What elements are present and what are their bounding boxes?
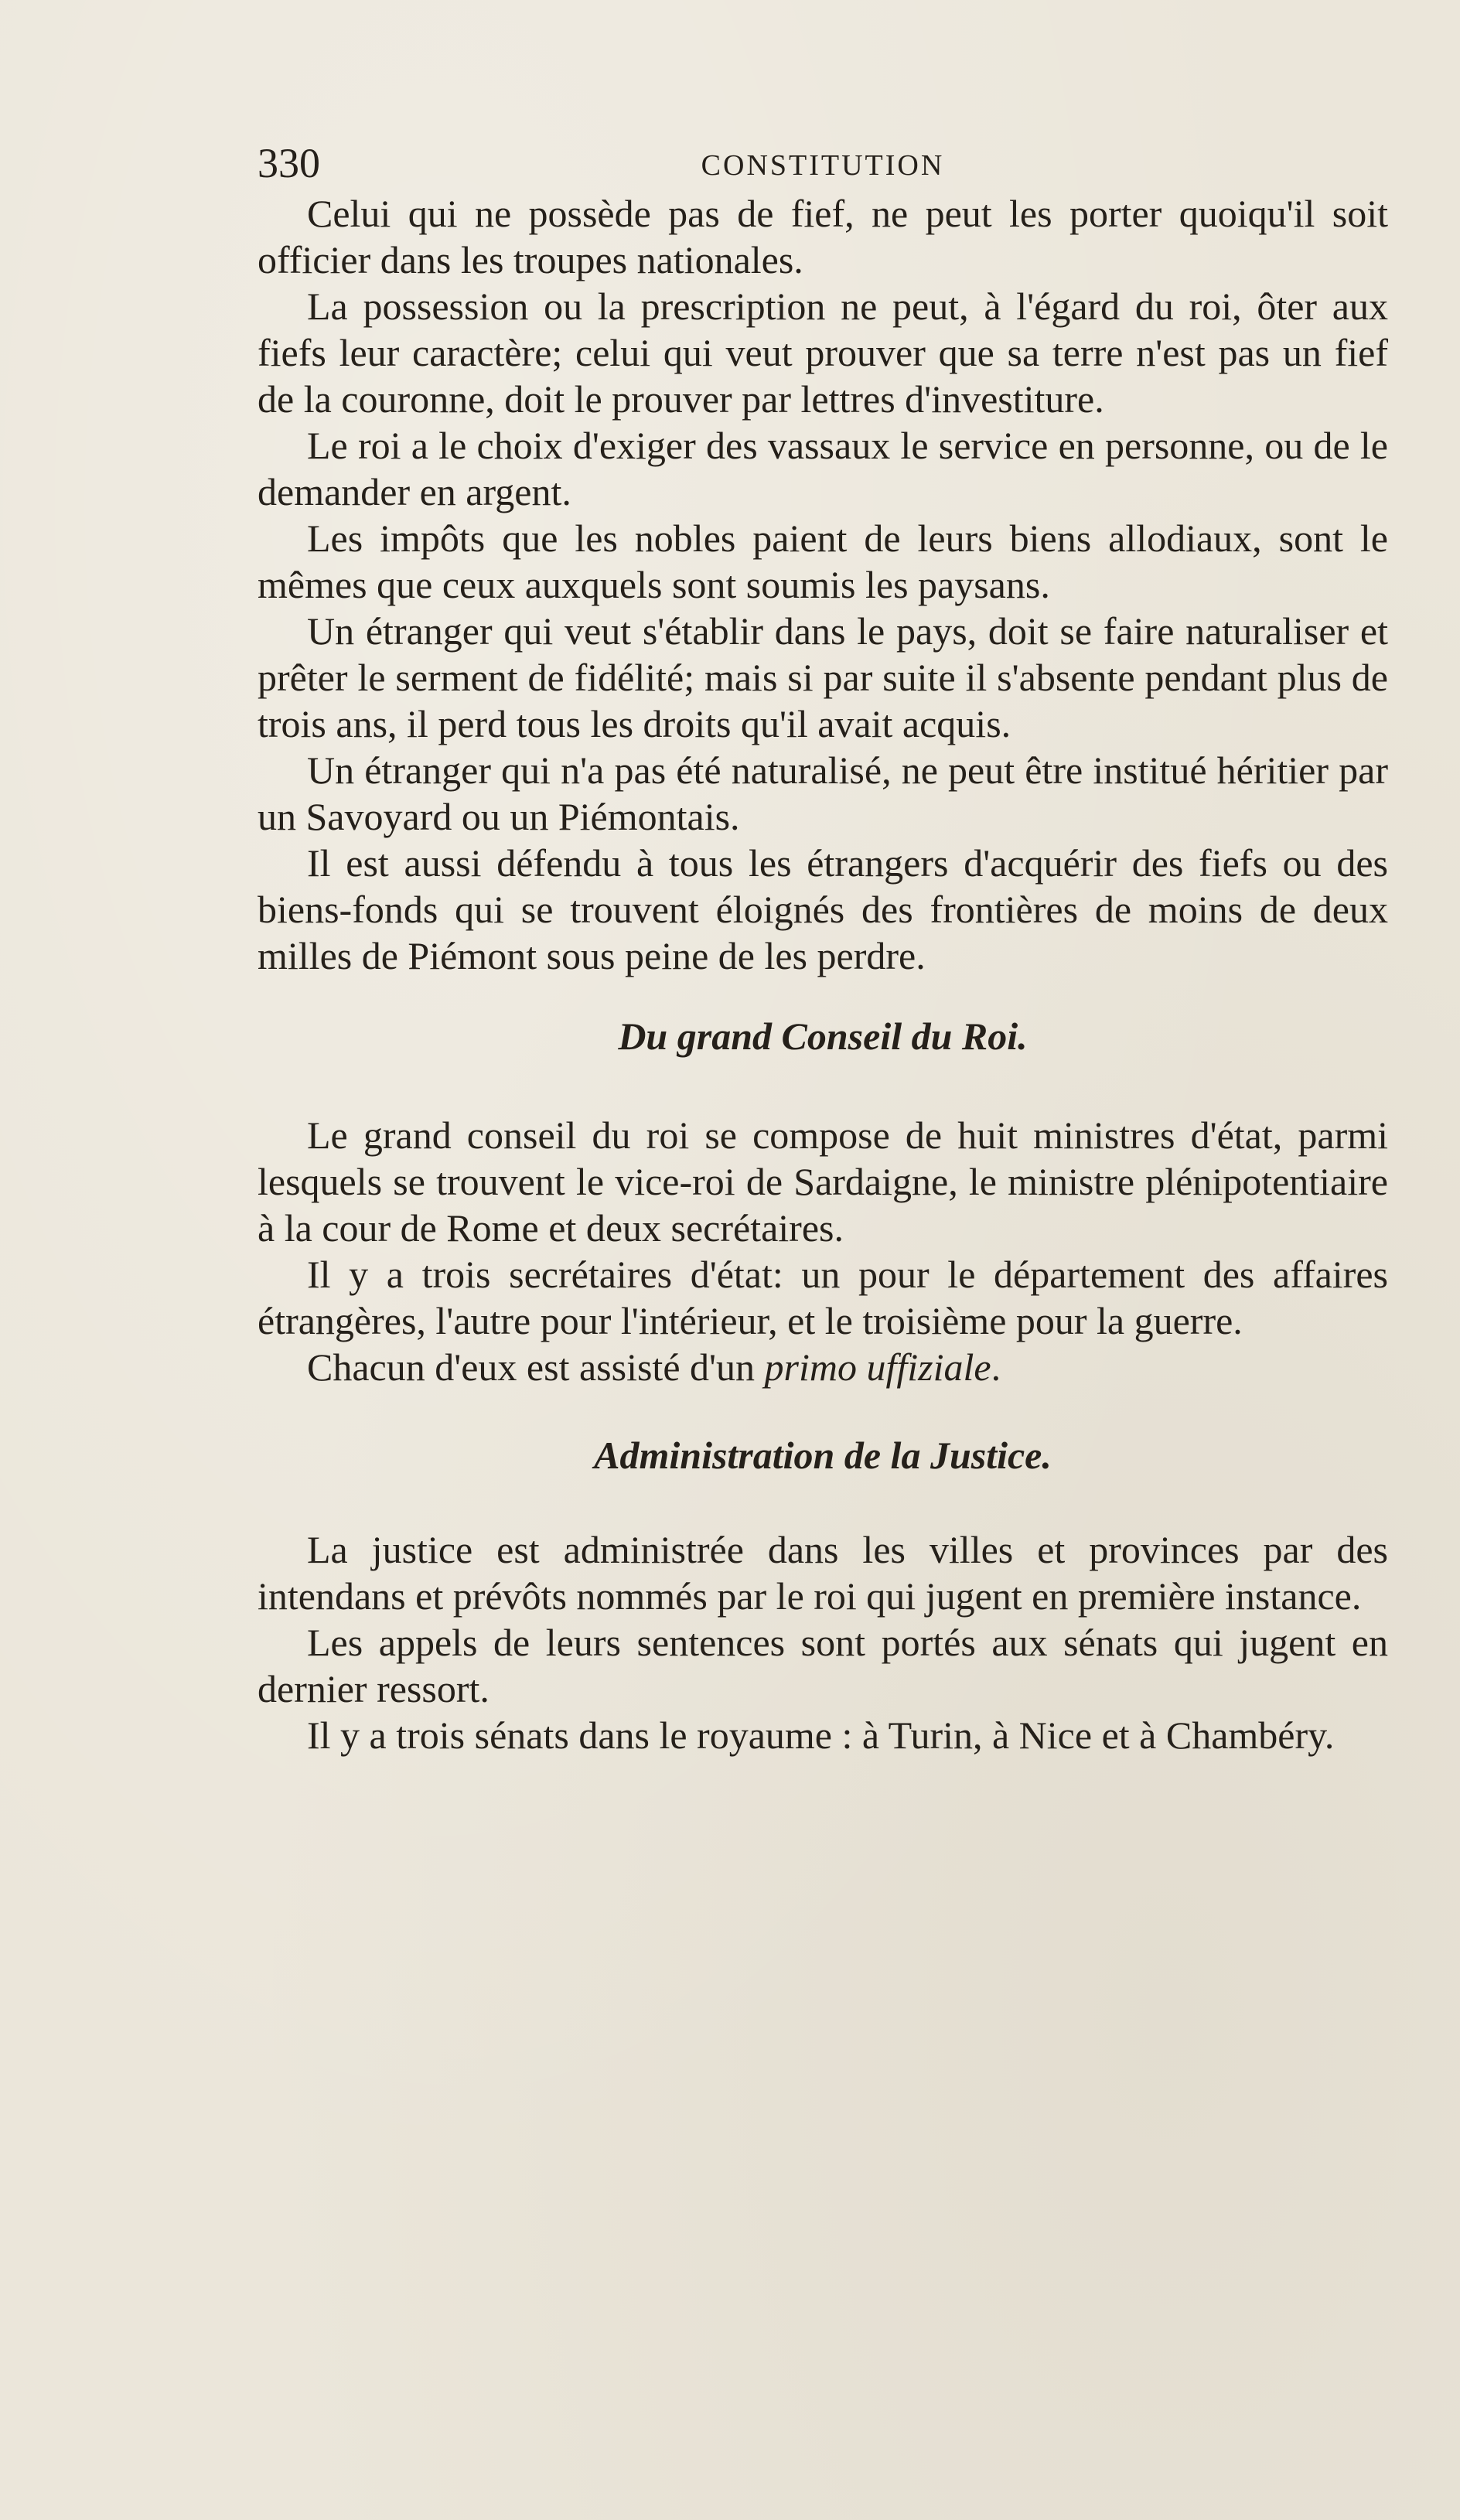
paragraph-text: Chacun d'eux est assisté d'un [307, 1345, 765, 1389]
paragraph: Un étranger qui n'a pas été naturalisé, ne peut être institué héritier par un Savoyard ou un Piémontais. [258, 748, 1388, 838]
paragraph: La possession ou la prescription ne peut, à l'égard du roi, ôter aux fiefs leur caractère; celui qui veut prouver que sa terre n'est pas un fief de la couronne, doit le prouver par lettres d'investiture. [258, 285, 1388, 421]
paragraph: Les impôts que les nobles paient de leurs biens allodiaux, sont le mêmes que ceux auxquels sont soumis les paysans. [258, 517, 1388, 606]
paragraph: La justice est administrée dans les villes et provinces par des intendans et prévôts nommés par le roi qui jugent en première instance. [258, 1528, 1388, 1618]
paragraph-punctuation: . [991, 1345, 1001, 1389]
italic-term: primo uffiziale [764, 1345, 991, 1389]
page-number: 330 [258, 140, 320, 186]
section-heading: Administration de la Justice. [594, 1434, 1052, 1477]
paragraph: Un étranger qui veut s'établir dans le pays, doit se faire naturaliser et prêter le serment de fidélité; mais si par suite il s'absente pendant plus de trois ans, il perd tous les droits qu'il avait acquis. [258, 609, 1388, 745]
paragraph: Il y a trois sénats dans le royaume : à Turin, à Nice et à Chambéry. [307, 1714, 1335, 1757]
paragraph: Il est aussi défendu à tous les étrangers d'acquérir des fiefs ou des biens-fonds qui se trouvent éloignés des frontières de moins de deux milles de Piémont sous peine de les perdre. [258, 841, 1388, 977]
paragraph: Le grand conseil du roi se compose de huit ministres d'état, parmi lesquels se trouvent le vice-roi de Sardaigne, le ministre plénipotentiaire à la cour de Rome et deux secrétaires. [258, 1113, 1388, 1250]
paragraph: Les appels de leurs sentences sont portés aux sénats qui jugent en dernier ressort. [258, 1621, 1388, 1710]
running-title: CONSTITUTION [701, 149, 945, 182]
paragraph: Il y a trois secrétaires d'état: un pour le département des affaires étrangères, l'autre pour l'intérieur, et le troisième pour la guerre. [258, 1253, 1388, 1342]
section-heading: Du grand Conseil du Roi. [618, 1014, 1028, 1058]
paragraph: Celui qui ne possède pas de fief, ne peut les porter quoiqu'il soit officier dans les troupes nationales. [258, 192, 1388, 281]
running-head [258, 136, 1388, 190]
council-section [258, 1013, 1388, 1390]
paragraph [258, 1344, 1388, 1390]
intro-section [258, 190, 1388, 979]
text-block [258, 136, 1388, 1758]
justice-section [258, 1432, 1388, 1758]
paragraph: Le roi a le choix d'exiger des vassaux le service en personne, ou de le demander en argent. [258, 424, 1388, 513]
